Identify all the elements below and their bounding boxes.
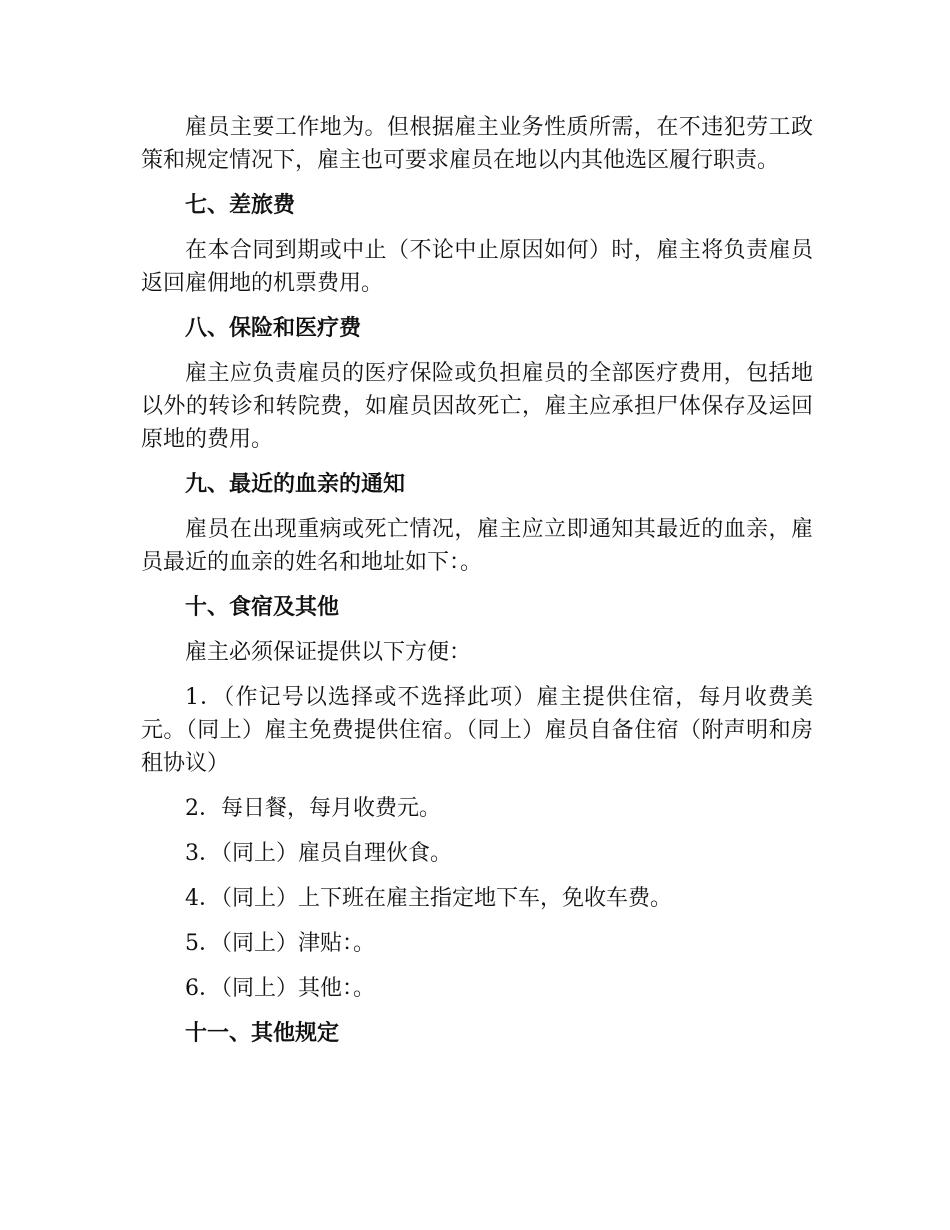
list-item-transport: 4．（同上）上下班在雇主指定地下车，免收车费。 bbox=[185, 886, 672, 911]
paragraph-insurance-medical: 雇主应负责雇员的医疗保险或负担雇员的全部医疗费用，包括地以外的转诊和转院费，如雇员因故死亡，雇主应承担尸体保存及运回原地的费用。 bbox=[141, 361, 813, 452]
section-heading-board-lodging: 十、食宿及其他 bbox=[185, 595, 340, 620]
list-item-meals: 2．每日餐，每月收费元。 bbox=[185, 796, 441, 821]
list-item-lodging: 1．（作记号以选择或不选择此项）雇主提供住宿，每月收费美元。（同上）雇主免费提供住宿。（同上）雇员自备住宿（附声明和房租协议） bbox=[141, 685, 813, 776]
paragraph-work-location: 雇员主要工作地为。但根据雇主业务性质所需，在不违犯劳工政策和规定情况下，雇主也可要求雇员在地以内其他选区履行职责。 bbox=[141, 115, 813, 173]
section-heading-insurance-medical: 八、保险和医疗费 bbox=[185, 316, 362, 341]
section-heading-travel-expenses: 七、差旅费 bbox=[185, 193, 296, 218]
paragraph-next-of-kin: 雇员在出现重病或死亡情况，雇主应立即通知其最近的血亲，雇员最近的血亲的姓名和地址如下：。 bbox=[141, 517, 813, 575]
paragraph-travel-expenses: 在本合同到期或中止（不论中止原因如何）时，雇主将负责雇员返回雇佣地的机票费用。 bbox=[141, 238, 813, 296]
document-body bbox=[141, 111, 813, 1062]
list-item-allowance: 5．（同上）津贴：。 bbox=[185, 931, 375, 956]
list-item-other: 6．（同上）其他：。 bbox=[185, 976, 375, 1001]
section-heading-other-provisions: 十一、其他规定 bbox=[185, 1021, 340, 1046]
section-heading-next-of-kin: 九、最近的血亲的通知 bbox=[185, 472, 406, 497]
paragraph-board-lodging-intro: 雇主必须保证提供以下方便： bbox=[185, 640, 472, 665]
list-item-self-meals: 3．（同上）雇员自理伙食。 bbox=[185, 841, 452, 866]
